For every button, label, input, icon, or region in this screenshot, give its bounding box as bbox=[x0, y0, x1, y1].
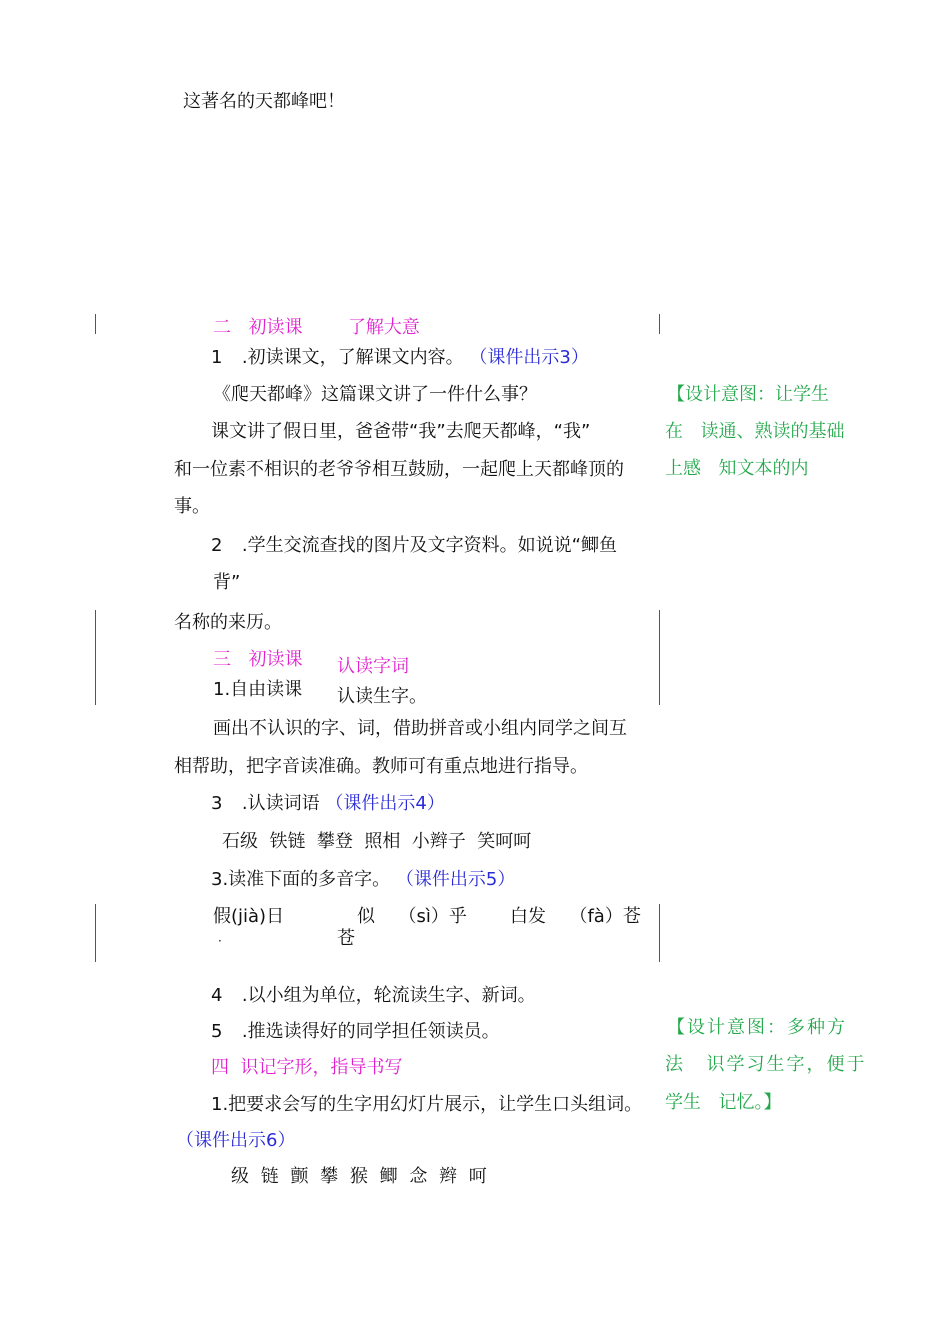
section3-step4-num: 4 bbox=[211, 985, 223, 1006]
section3-poly-3-tail: 苍 bbox=[337, 928, 355, 949]
section2-answer-1: 课文讲了假日里，爸爸带“我”去爬天都峰，“我” bbox=[211, 421, 591, 442]
section2-heading-b: 了解大意 bbox=[347, 317, 420, 338]
design-note-1-line3b: 知文本的内 bbox=[718, 458, 809, 479]
section2-step1-note: （课件出示3） bbox=[469, 347, 589, 368]
section3-poly-3 bbox=[510, 906, 641, 928]
section3-heading-b: 认读字词 bbox=[337, 656, 409, 677]
design-note-2-line3 bbox=[665, 1092, 781, 1114]
section3-step4 bbox=[211, 985, 536, 1007]
section3-step3 bbox=[211, 793, 445, 815]
section2-heading-num: 二 bbox=[213, 317, 231, 338]
design-note-2-line2b: 识学习生字，便于 bbox=[706, 1054, 867, 1075]
design-note-2-line3a: 学生 bbox=[665, 1092, 701, 1113]
section3-para-1: 画出不认识的字、词，借助拼音或小组内同学之间互 bbox=[213, 718, 627, 739]
table-border-left-1 bbox=[95, 314, 96, 334]
section3-step3-text: .认读词语 bbox=[241, 793, 320, 814]
section3-poly-title-line bbox=[211, 869, 515, 891]
section3-poly-3-pinyin: （fà）苍 bbox=[569, 906, 641, 927]
section3-poly-2-char: 似 bbox=[357, 906, 375, 927]
section3-poly-3-char: 白发 bbox=[510, 906, 546, 927]
section4-heading: 四 识记字形，指导书写 bbox=[211, 1057, 403, 1078]
design-note-1-line2a: 在 bbox=[665, 421, 683, 442]
section3-poly-note: （课件出示5） bbox=[395, 869, 516, 890]
section4-step1-note: （课件出示6） bbox=[176, 1130, 296, 1151]
table-border-left-3 bbox=[95, 904, 96, 962]
section3-poly-2 bbox=[357, 906, 467, 928]
design-note-2-line3b: 记忆。】 bbox=[718, 1092, 782, 1113]
section3-poly-title: 3.读准下面的多音字。 bbox=[211, 869, 391, 890]
design-note-1-line3 bbox=[665, 458, 808, 480]
section3-heading-a: 初读课 bbox=[248, 649, 303, 670]
design-note-1-line2b: 读通、熟读的基础 bbox=[700, 421, 845, 442]
section2-step2-line2: 背” bbox=[213, 572, 241, 593]
section3-step5-text: .推选读得好的同学担任领读员。 bbox=[241, 1021, 500, 1042]
section3-step4-text: .以小组为单位，轮流读生字、新词。 bbox=[241, 985, 536, 1006]
section2-step2 bbox=[211, 535, 617, 557]
design-note-2-line2 bbox=[665, 1054, 866, 1076]
section2-answer-2: 和一位素不相识的老爷爷相互鼓励，一起爬上天都峰顶的 bbox=[174, 459, 624, 480]
section3-words: 石级 铁链 攀登 照相 小辫子 笑呵呵 bbox=[222, 831, 532, 852]
section3-step5-num: 5 bbox=[211, 1021, 223, 1042]
section2-step1 bbox=[211, 347, 589, 369]
design-note-2-line2a: 法 bbox=[665, 1054, 685, 1075]
emphasis-dot-1: · bbox=[218, 934, 222, 948]
section2-step2-num: 2 bbox=[211, 535, 223, 556]
section4-step1: 1.把要求会写的生字用幻灯片展示，让学生口头组词。 bbox=[211, 1094, 643, 1115]
section3-heading-num: 三 bbox=[213, 649, 231, 670]
section3-poly-1: 假(jià)日 bbox=[213, 906, 285, 927]
section2-step2-line3: 名称的来历。 bbox=[174, 612, 282, 633]
section2-heading bbox=[213, 317, 420, 339]
section3-step1: 1.自由读课 bbox=[213, 679, 303, 700]
section3-step3-num: 3 bbox=[211, 793, 223, 814]
design-note-1-line1: 【设计意图：让学生 bbox=[667, 384, 829, 405]
design-note-1-line3a: 上感 bbox=[665, 458, 701, 479]
intro-line: 这著名的天都峰吧！ bbox=[183, 91, 345, 112]
section3-heading-left bbox=[213, 649, 302, 671]
section4-chars: 级 链 颤 攀 猴 鲫 念 辫 呵 bbox=[231, 1166, 490, 1187]
section2-answer-3: 事。 bbox=[174, 496, 210, 517]
section2-step1-text: .初读课文，了解课文内容。 bbox=[241, 347, 464, 368]
section3-poly-2-pinyin: （sì）乎 bbox=[398, 906, 467, 927]
design-note-2-line1: 【设计意图：多种方 bbox=[667, 1017, 847, 1038]
table-border-right-2 bbox=[659, 610, 660, 705]
table-border-left-2 bbox=[95, 610, 96, 705]
section2-step2-text: .学生交流查找的图片及文字资料。如说说“鲫鱼 bbox=[241, 535, 617, 556]
section2-step1-num: 1 bbox=[211, 347, 223, 368]
section2-heading-a: 初读课 bbox=[248, 317, 303, 338]
section3-step3-note: （课件出示4） bbox=[325, 793, 445, 814]
section2-question: 《爬天都峰》这篇课文讲了一件什么事？ bbox=[213, 384, 537, 405]
table-border-right-3 bbox=[659, 904, 660, 962]
section3-step5 bbox=[211, 1021, 500, 1043]
section3-para-2: 相帮助，把字音读准确。教师可有重点地进行指导。 bbox=[174, 756, 588, 777]
table-border-right-1 bbox=[659, 314, 660, 334]
design-note-1-line2 bbox=[665, 421, 844, 443]
section3-step1-tail: 认读生字。 bbox=[337, 686, 427, 707]
